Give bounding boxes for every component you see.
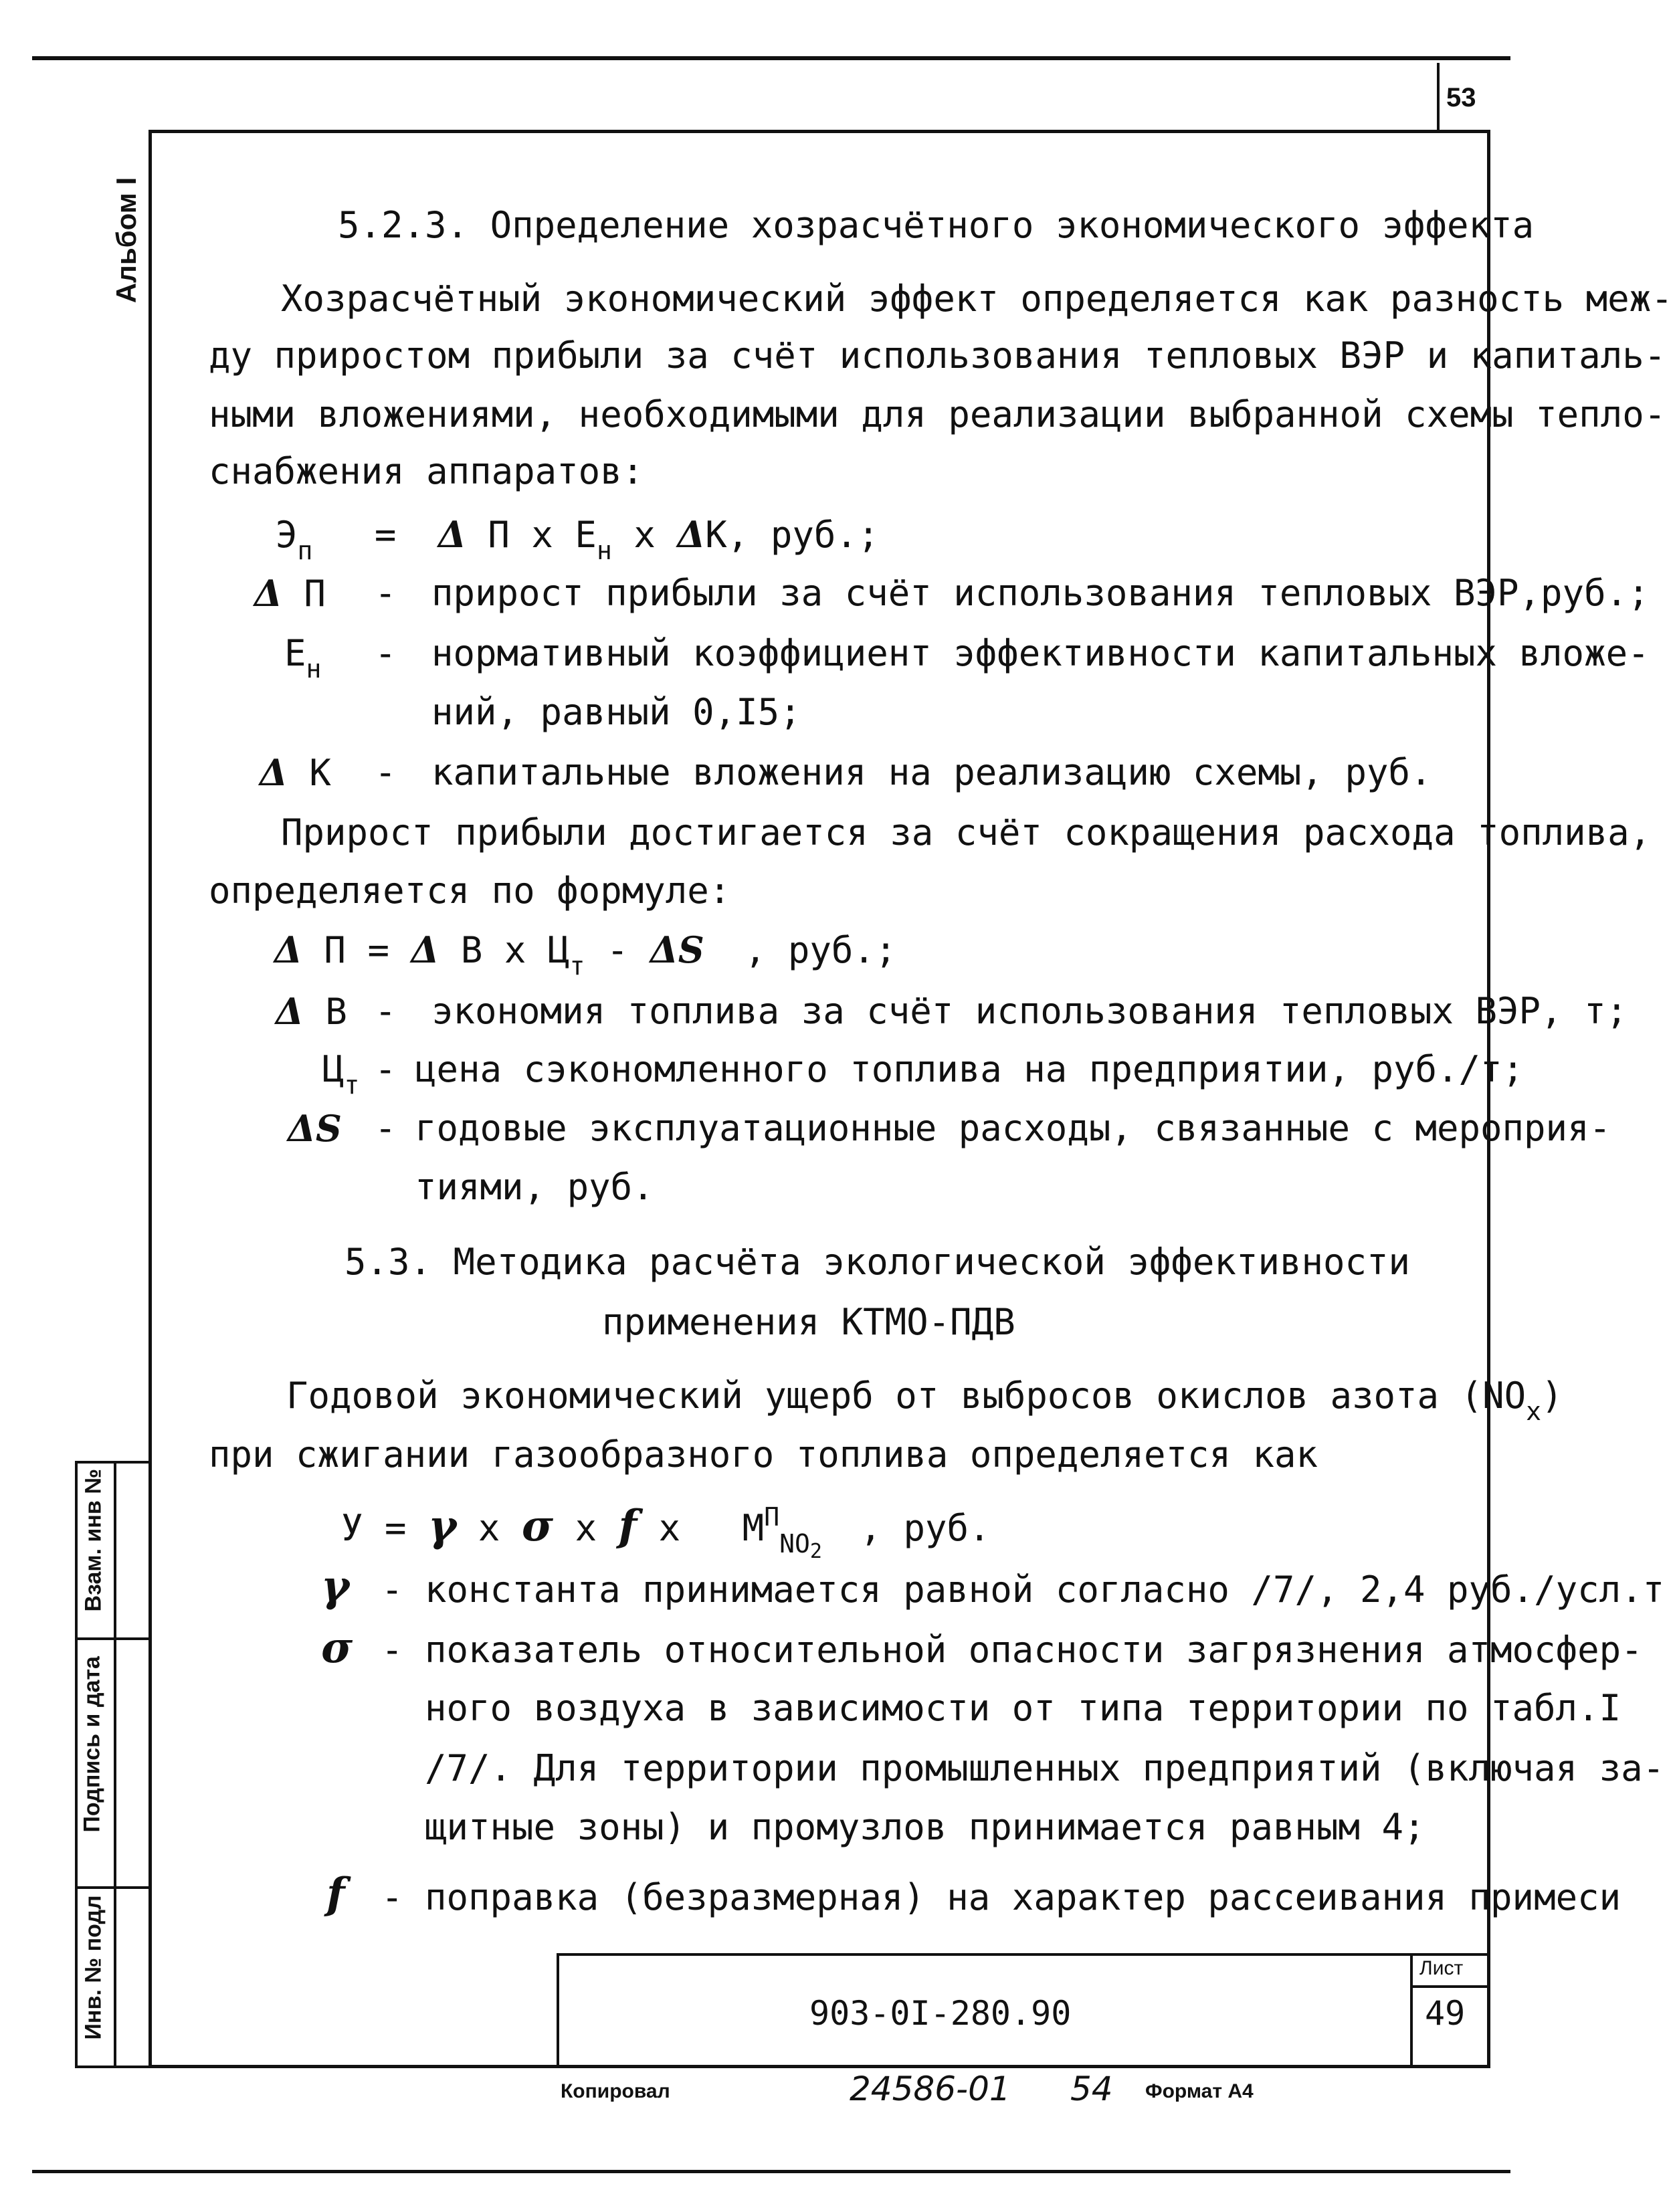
p1-line-2: ду приростом прибыли за счёт использования тепловых ВЭР и капиталь- [209,334,1666,377]
def-en-text: нормативный коэффициент эффективности капитальных вложе- [431,632,1650,674]
p1-line-3: ными вложениями, необходимыми для реализации выбранной схемы тепло- [209,393,1666,435]
def-f-text: - поправка (безразмерная) на характер рассеивания примеси [381,1876,1621,1918]
stamp-label-signature: Подпись и дата [79,1656,105,1833]
handwritten-number: 54 [1070,2070,1113,2108]
inventory-number: 24586-01 [850,2070,1011,2108]
stamp-row-divider-2 [75,1886,152,1889]
stamp-label-inv-orig: Инв. № подл [80,1895,106,2040]
copied-label: Копировал [561,2080,670,2102]
def-delta-k-text: капитальные вложения на реализацию схемы, руб. [431,751,1432,793]
sheet-cell-divider [1410,1985,1490,1988]
gamma-icon: γ [428,1501,457,1551]
sheet-number: 49 [1425,1994,1466,2033]
def-price-sym: $Ц_т$ [322,1048,360,1100]
def-sigma-cont-1: ного воздуха в зависимости от типа территории по табл.I [425,1687,1621,1729]
heading-5-2-3: 5.2.3. Определение хозрасчётного экономического эффекта [338,204,1535,246]
def-delta-p-sym: Δ П [254,572,326,615]
def-dash: - [375,1048,397,1090]
def-gamma-text: - константа принимается равной согласно /7/, 2,4 руб./усл.т [381,1569,1665,1611]
p1-line-4: снабжения аппаратов: [209,450,644,492]
p3-line-2: при сжигании газообразного топлива определяется как [209,1433,1318,1476]
heading-5-3-line-2: применения КТМО-ПДВ [602,1301,1015,1343]
def-sigma-sym: σ [321,1623,353,1673]
def-delta-b-text: экономия топлива за счёт использования тепловых ВЭР, т; [431,990,1628,1032]
def-sigma-cont-3: щитные зоны) и промузлов принимается равным 4; [425,1806,1425,1848]
def-delta-s-text: годовые эксплуатационные расходы, связанные с мероприя- [415,1107,1611,1149]
def-dash: - [375,751,397,793]
def-sigma-text: - показатель относительной опасности загрязнения атмосфер- [381,1629,1643,1671]
heading-5-3-line-1: 5.3. Методика расчёта экологической эффективности [345,1241,1411,1283]
page-number: 53 [1446,83,1476,112]
def-delta-s-sym: ΔS [288,1107,342,1150]
delta-icon: Δ [677,513,706,556]
stamp-label-inv-replace: Взам. инв № [80,1468,106,1612]
def-en-sym: $Е_н$ [284,632,322,684]
formula-profit: Δ П = Δ В х $Ц_т$ - ΔS , руб.; [274,928,897,981]
def-price-text: цена сэкономленного топлива на предприятии, руб./т; [415,1048,1524,1090]
p2-line-1: Прирост прибыли достигается за счёт сокращения расхода топлива, [281,811,1652,853]
p2-line-2: определяется по формуле: [209,870,731,912]
stamp-row-divider-1 [75,1637,152,1640]
def-dash: - [375,632,397,674]
f-icon: f [618,1501,637,1551]
def-dash: - [375,990,397,1032]
def-dash: - [375,1107,397,1149]
delta-s-icon: ΔS [650,928,704,971]
def-f-sym: f [326,1869,345,1919]
page-number-box [1437,63,1484,130]
p3-line-1: Годовой экономический ущерб от выбросов окислов азота $(NO_x)$ [286,1375,1563,1426]
top-rule [32,56,1510,60]
title-block-divider [1410,1953,1413,2068]
bottom-rule [32,2170,1510,2173]
format-label: Формат А4 [1145,2080,1254,2102]
delta-icon: Δ [274,928,302,971]
sigma-icon: σ [521,1501,554,1551]
delta-icon: Δ [437,513,466,556]
album-label: Альбом I [110,177,142,304]
sheet-label: Лист [1419,1957,1464,1979]
def-delta-s-cont: тиями, руб. [415,1166,654,1208]
formula-damage: У = γ х σ х f х $М^П_{NO2}$ , руб. [341,1501,991,1563]
def-dash: - [375,572,397,614]
def-en-cont: ний, равный 0,I5; [431,691,801,733]
def-gamma-sym: γ [321,1561,350,1611]
def-sigma-cont-2: /7/. Для территории промышленных предприятий (включая за- [425,1747,1665,1789]
stamp-col-divider [114,1461,116,2068]
delta-icon: Δ [411,928,439,971]
doc-code: 903-0I-280.90 [809,1994,1072,2033]
def-delta-p-text: прирост прибыли за счёт использования тепловых ВЭР,руб.; [431,572,1650,614]
formula-effect: $Э_п = \Delta$ П х $Е_н$ х ΔК, руб.; [276,513,880,565]
p1-line-1: Хозрасчётный экономический эффект определяется как разность меж- [281,278,1673,320]
def-delta-b-sym: Δ В [276,990,347,1033]
def-delta-k-sym: Δ К [260,751,331,794]
